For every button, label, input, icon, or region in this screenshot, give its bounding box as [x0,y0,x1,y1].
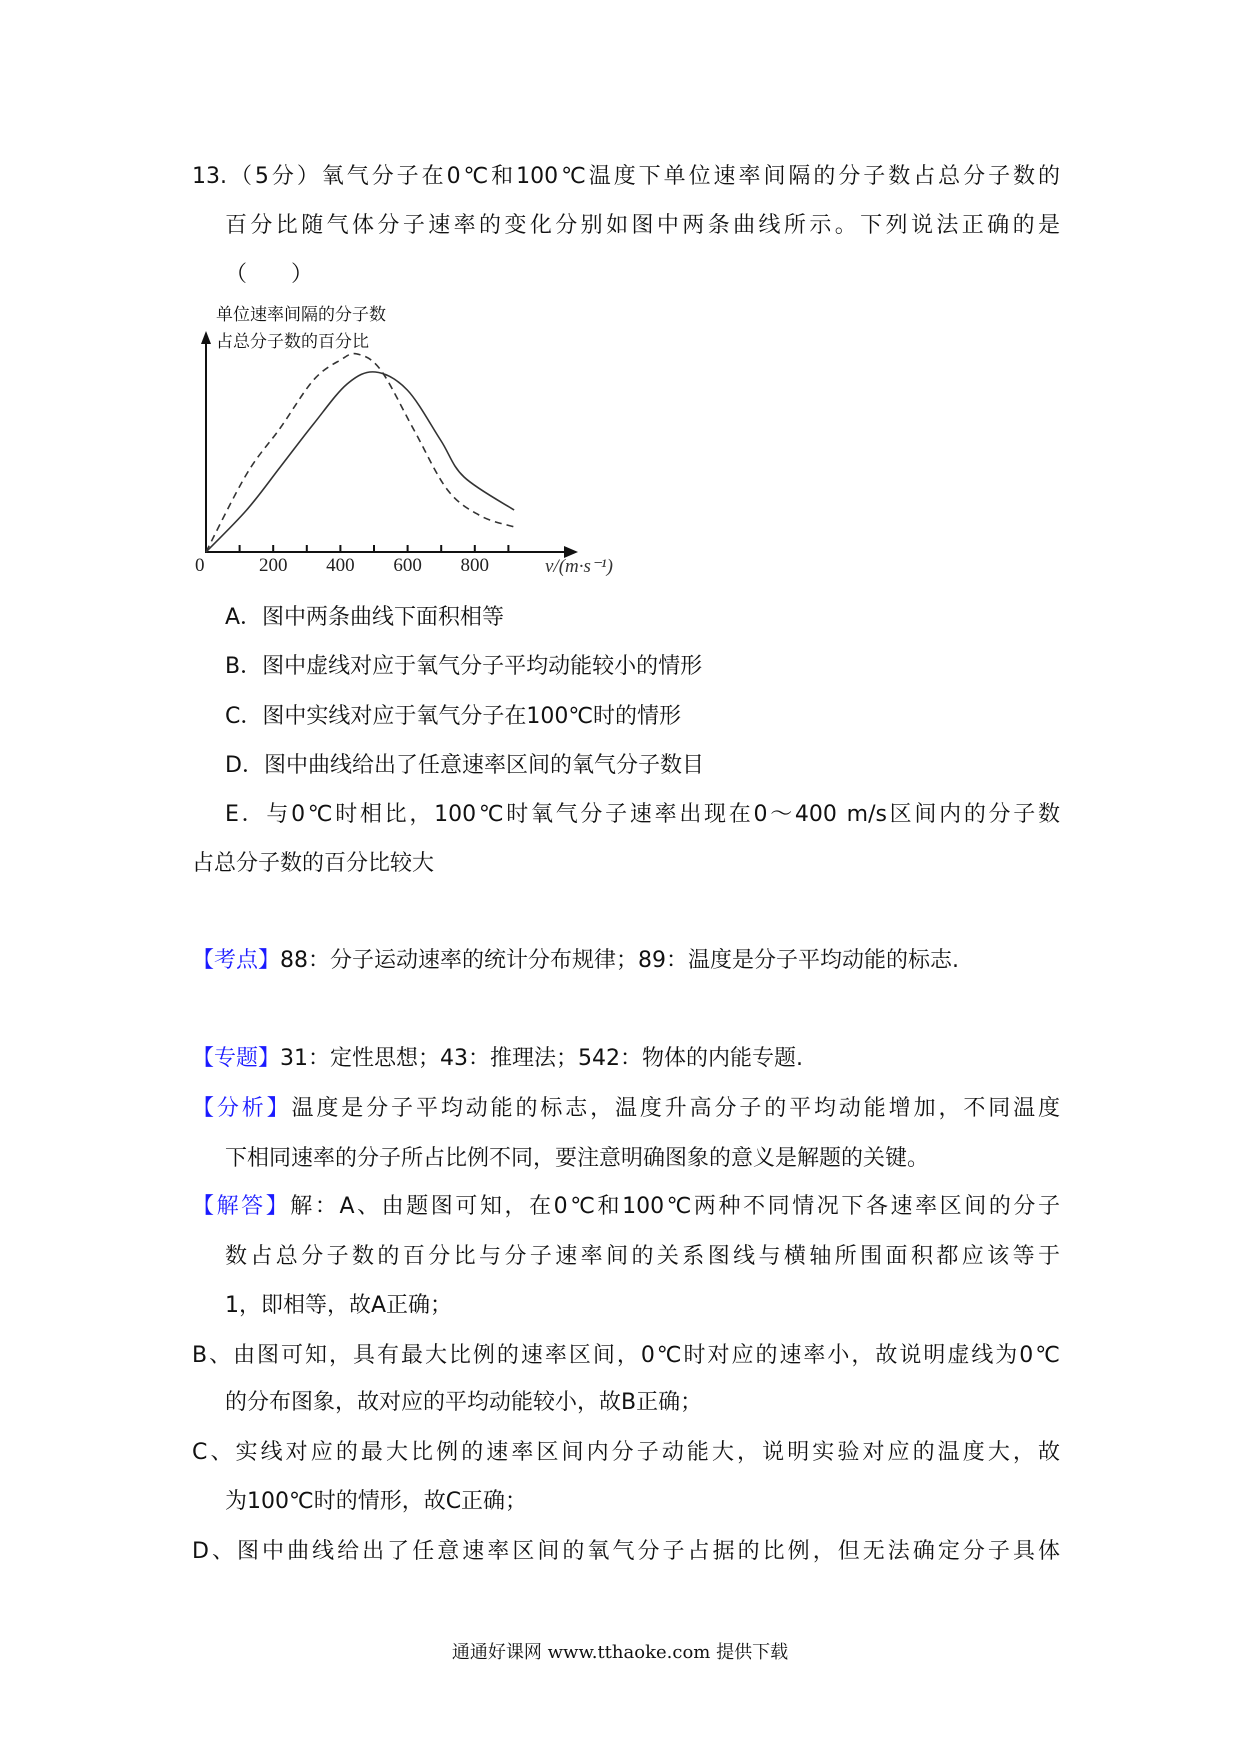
zhuanti-text: 31：定性思想；43：推理法；542：物体的内能专题. [280,1046,803,1071]
x-tick-label: 400 [326,555,355,576]
option-b: B．图中虚线对应于氧气分子平均动能较小的情形 [225,654,703,679]
option-e: E．与0℃时相比，100℃时氧气分子速率出现在0～400 m/s区间内的分子数 [225,802,1060,827]
dashed-curve [206,354,514,552]
option-e-cont: 占总分子数的百分比较大 [192,851,435,876]
answer-blank: （ ） [225,262,314,287]
x-axis-label: v/(m·s⁻¹) [545,556,613,577]
jieda-text-5: 的分布图象，故对应的平均动能较小，故B正确； [225,1390,703,1415]
option-d: D．图中曲线给出了任意速率区间的氧气分子数目 [225,753,704,778]
x-tick-label: 200 [258,555,288,576]
fenxi-tag: 【分析】 [192,1096,292,1121]
jieda-text-2: 数占总分子数的百分比与分子速率间的关系图线与横轴所围面积都应该等于 [225,1244,1060,1269]
x-tick-label: 600 [393,555,422,576]
fenxi-text-1: 温度是分子平均动能的标志，温度升高分子的平均动能增加，不同温度 [291,1096,1060,1121]
y-axis-label-line2: 占总分子数的百分比 [216,332,369,352]
jieda-text-4: B、由图可知，具有最大比例的速率区间，0℃时对应的速率小，故说明虚线为0℃ [192,1343,1060,1368]
y-axis-label-line1: 单位速率间隔的分子数 [216,305,386,325]
question-line-1: 13.（5分）氧气分子在0℃和100℃温度下单位速率间隔的分子数占总分子数的 [192,164,1060,189]
x-tick-label: 800 [460,555,490,576]
option-a: A．图中两条曲线下面积相等 [225,605,505,630]
option-c: C．图中实线对应于氧气分子在100℃时的情形 [225,704,682,729]
footer-source: 通通好课网 www.tthaoke.com 提供下载 [451,1642,789,1663]
fenxi [192,1094,1060,1124]
kaodian-tag: 【考点】 [192,948,281,973]
zhuanti-tag: 【专题】 [192,1046,281,1071]
question-line-2: 百分比随气体分子速率的变化分别如图中两条曲线所示。下列说法正确的是 [225,213,1060,238]
jieda-text-1: 解：A、由题图可知，在0℃和100℃两种不同情况下各速率区间的分子 [290,1194,1060,1219]
kaodian [192,946,959,976]
jieda-text-7: 为100℃时的情形，故C正确； [225,1489,528,1514]
jieda-text-8: D、图中曲线给出了任意速率区间的氧气分子占据的比例，但无法确定分子具体 [192,1539,1060,1564]
jieda-tag: 【解答】 [192,1194,291,1219]
jieda-text-3: 1，即相等，故A正确； [225,1293,453,1318]
solid-curve [206,372,514,552]
y-axis-arrow-icon [201,331,211,344]
origin-label: 0 [195,555,205,576]
jieda [192,1192,1060,1222]
kaodian-text: 88：分子运动速率的统计分布规律；89：温度是分子平均动能的标志. [280,948,959,973]
fenxi-text-2: 下相同速率的分子所占比例不同，要注意明确图象的意义是解题的关键。 [225,1146,930,1171]
velocity-distribution-chart [0,0,1240,620]
jieda-text-6: C、实线对应的最大比例的速率区间内分子动能大，说明实验对应的温度大，故 [192,1440,1060,1465]
zhuanti [192,1044,803,1074]
